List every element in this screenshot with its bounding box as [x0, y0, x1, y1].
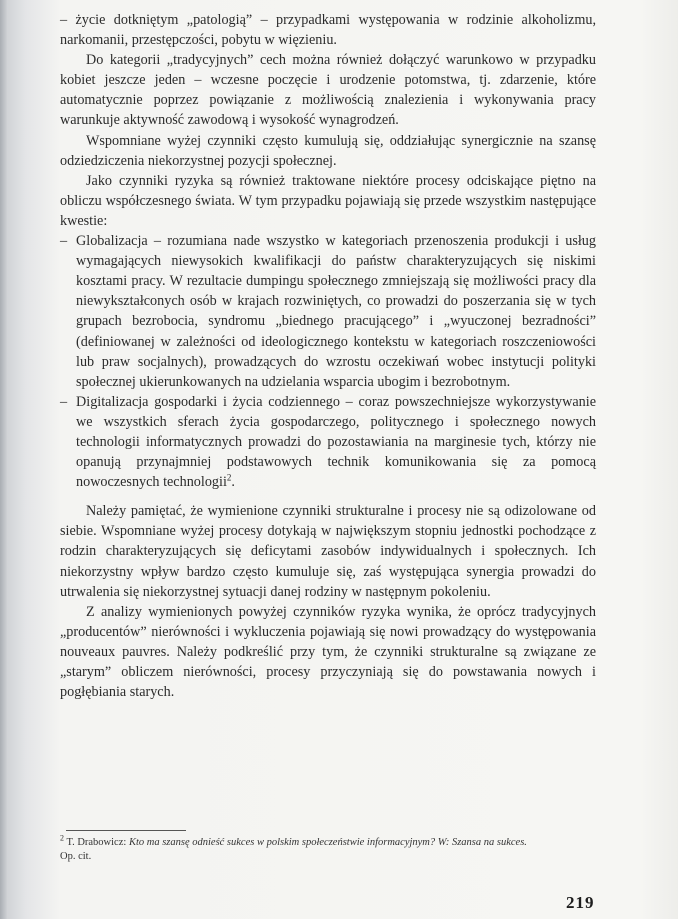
paragraph: Jako czynniki ryzyka są również traktowane niektóre procesy odciskające piętno na obliczu współczesnego świata. W tym przypadku pojawiają się przede wszystkim następujące kwestie:	[60, 172, 596, 229]
footnote-reference-rest: Op. cit.	[60, 851, 92, 862]
footnote	[60, 833, 600, 864]
risk-factor-list	[60, 231, 596, 492]
footnote-divider	[66, 830, 186, 831]
page-body	[60, 10, 596, 702]
footnote-marker: 2	[60, 833, 64, 843]
page-number: 219	[566, 893, 595, 912]
footnote-reference[interactable]: 2	[226, 472, 232, 483]
book-spine-shadow	[0, 0, 8, 919]
list-dash: –	[60, 393, 68, 410]
paragraph-continuation: – życie dotkniętym „patologią” – przypadkami występowania w rodzinie alkoholizmu, narkomanii, przestępczości, pobytu w więzieniu.	[60, 12, 596, 49]
paragraph: Należy pamiętać, że wymienione czynniki strukturalne i procesy nie są odizolowane od siebie. Wspomniane wyżej procesy dotykają w największym stopniu jednostki pochodzące z rodzin charakteryzujących się deficytami zasobów indywidualnych i społecznych. Ich niekorzystny wpływ bardzo często kumuluje się, zaś występująca synergia prowadzi do utrwalenia się niekorzystnej sytuacji danej rodziny w następnym pokoleniu.	[60, 503, 596, 600]
footnote-author: T. Drabowicz:	[66, 837, 127, 848]
list-item-text: Globalizacja – rozumiana nade wszystko w kategoriach przenoszenia produkcji i usług wymagających niewysokich kwalifikacji do państw charakteryzujących się niskimi kosztami pracy. W rezultacie dumpingu społecznego zmniejszają się możliwości pracy dla niewykształconych osób w krajach rozwiniętych, co prowadzi do poszerzania się w tych grupach bezrobocia, syndromu „biednego pracującego” i „wyuczonej bezradności” (definiowanej w zależności od ideologicznego kontekstu w kategoriach roszczeniowości lub praw socjalnych), prowadzących do wzrostu oczekiwań wobec instytucji polityki społecznej ukierunkowanych na udzielania wsparcia ubogim i bezrobotnym.	[76, 233, 596, 390]
paragraph: Do kategorii „tradycyjnych” cech można również dołączyć warunkowo w przypadku kobiet jeszcze jeden – wczesne poczęcie i urodzenie potomstwa, tj. zdarzenie, które automatycznie poprzez powiązanie z możliwością znalezienia i wykonywania pracy warunkuje aktywność zawodową i wysokość wynagrodzeń.	[60, 52, 596, 129]
paragraph: Z analizy wymienionych powyżej czynników ryzyka wynika, że oprócz tradycyjnych „producentów” nierówności i wykluczenia pojawiają się nowi prowadzący do występowania nouveaux pauvres. Należy podkreślić przy tym, że czynniki strukturalne są związane ze „starym” obliczem nierówności, procesy przyczyniają się do powstawania nowych i pogłębiania starych.	[60, 603, 596, 701]
list-item	[60, 392, 596, 492]
list-item-text: Digitalizacja gospodarki i życia codziennego – coraz powszechniejsze wykorzystywanie we wszystkich sferach życia gospodarczego, politycznego i społecznego nowych technologii informatycznych prowadzi do pozostawiania na marginesie tych, którzy nie opanują przynajmniej podstawowych technik komunikowania się za pomocą nowoczesnych technologii	[76, 393, 596, 491]
footnote-title: Kto ma szansę odnieść sukces w polskim społeczeństwie informacyjnym? W: Szansa na sukces.	[128, 837, 527, 848]
sentence-period: .	[231, 474, 235, 491]
list-dash: –	[60, 233, 68, 250]
list-item	[60, 231, 596, 392]
paragraph: Wspomniane wyżej czynniki często kumulują się, oddziałując synergicznie na szansę odziedziczenia niekorzystnej pozycji społecznej.	[60, 132, 596, 169]
spacer	[60, 492, 596, 501]
